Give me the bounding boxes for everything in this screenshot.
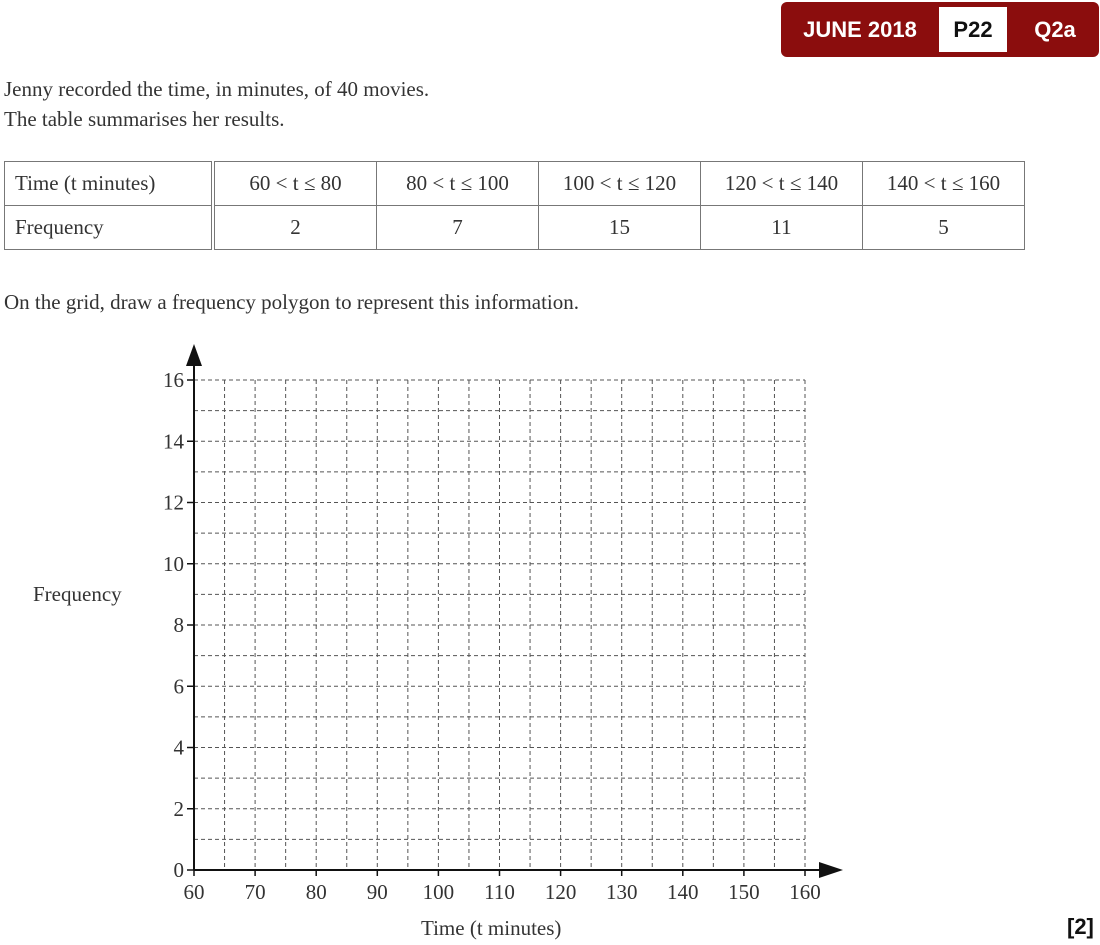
y-tick-label: 8 <box>173 613 184 637</box>
marks-label: [2] <box>1067 914 1094 939</box>
frequency-row-header: Frequency <box>5 206 214 250</box>
exam-date: JUNE 2018 <box>803 17 917 42</box>
x-tick-label: 70 <box>244 880 266 904</box>
frequency-cell: 7 <box>377 206 539 250</box>
x-tick-label: 90 <box>366 880 388 904</box>
y-tick-label: 4 <box>173 735 184 760</box>
instruction-text: On the grid, draw a frequency polygon to represent this information. <box>4 290 580 314</box>
frequency-table <box>4 161 1025 250</box>
time-row <box>5 162 1025 206</box>
x-tick-label: 60 <box>183 880 205 904</box>
y-tick-label: 10 <box>163 551 184 576</box>
x-tick-label: 80 <box>305 880 327 904</box>
x-tick-label: 150 <box>728 880 760 904</box>
time-row-header: Time (t minutes) <box>5 162 214 206</box>
x-tick-label: 100 <box>422 880 455 904</box>
y-axis-label: Frequency <box>33 582 122 606</box>
y-tick-label: 0 <box>173 858 184 882</box>
y-tick-label: 2 <box>173 796 184 821</box>
frequency-row <box>5 206 1025 250</box>
frequency-cell: 11 <box>701 206 863 250</box>
interval-cell: 120 < t ≤ 140 <box>701 162 863 206</box>
frequency-cell: 5 <box>863 206 1025 250</box>
interval-cell: 100 < t ≤ 120 <box>539 162 701 206</box>
x-tick-label: 130 <box>605 880 638 904</box>
x-tick-label: 140 <box>667 880 699 904</box>
frequency-polygon-grid[interactable] <box>0 330 860 910</box>
y-tick-label: 6 <box>173 674 184 699</box>
interval-cell: 80 < t ≤ 100 <box>377 162 539 206</box>
paper-code: P22 <box>939 7 1007 52</box>
question-badge <box>781 2 1099 57</box>
frequency-cell: 15 <box>539 206 701 250</box>
question-intro <box>4 74 429 134</box>
frequency-cell: 2 <box>213 206 377 250</box>
interval-cell: 60 < t ≤ 80 <box>213 162 377 206</box>
interval-cell: 140 < t ≤ 160 <box>863 162 1025 206</box>
x-tick-label: 120 <box>544 880 577 904</box>
x-tick-label: 110 <box>484 880 515 904</box>
intro-line-1: Jenny recorded the time, in minutes, of 40 movies. <box>4 77 430 101</box>
x-tick-label: 160 <box>789 880 821 904</box>
y-tick-label: 14 <box>163 429 184 454</box>
intro-line-2: The table summarises her results. <box>4 107 285 131</box>
question-number: Q2a <box>1034 17 1076 42</box>
x-axis-label: Time (t minutes) <box>421 916 562 940</box>
y-tick-label: 12 <box>163 490 184 515</box>
y-axis-arrow <box>186 344 202 366</box>
x-axis-arrow <box>819 862 843 878</box>
y-tick-label: 16 <box>163 368 184 392</box>
